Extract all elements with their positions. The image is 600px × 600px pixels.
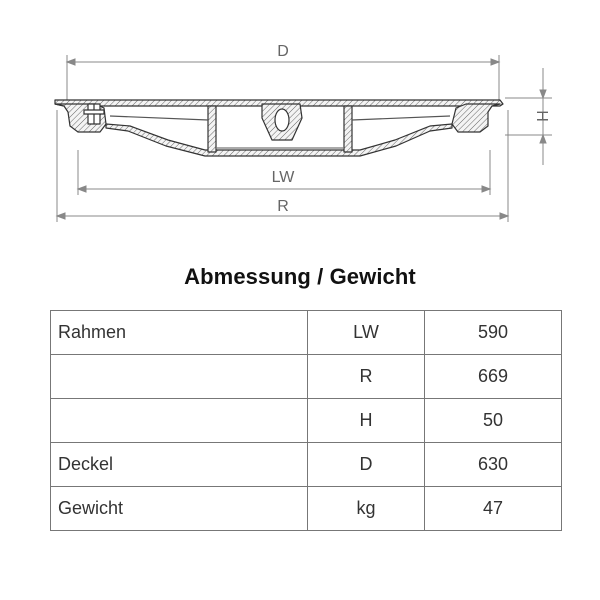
dimension-weight-table: [50, 310, 562, 531]
table-row: [51, 399, 562, 443]
row-key: kg: [308, 487, 425, 531]
dimension-label-d: D: [277, 43, 289, 60]
row-key: D: [308, 443, 425, 487]
row-key: R: [308, 355, 425, 399]
row-value: 590: [425, 311, 562, 355]
row-label: [51, 355, 308, 399]
table-row: [51, 443, 562, 487]
center-rib-left: [208, 106, 216, 152]
row-key: LW: [308, 311, 425, 355]
row-value: 669: [425, 355, 562, 399]
section-title: Abmessung / Gewicht: [184, 264, 416, 289]
row-value: 50: [425, 399, 562, 443]
cover-cross-section: [55, 100, 503, 156]
table-row: [51, 311, 562, 355]
technical-drawing: [0, 0, 600, 250]
row-label: Deckel: [51, 443, 308, 487]
dimension-label-h: H: [533, 110, 550, 122]
row-label: Gewicht: [51, 487, 308, 531]
dimension-line-lw: [78, 186, 490, 192]
dimension-label-lw: LW: [271, 169, 295, 186]
row-label: [51, 399, 308, 443]
dimension-label-r: R: [277, 198, 289, 215]
row-value: 630: [425, 443, 562, 487]
row-value: 47: [425, 487, 562, 531]
center-rib-right: [344, 106, 352, 152]
table-row: [51, 487, 562, 531]
extension-lines: [57, 55, 552, 222]
table-row: [51, 355, 562, 399]
lifting-hole: [275, 109, 289, 131]
row-label: Rahmen: [51, 311, 308, 355]
row-key: H: [308, 399, 425, 443]
right-frame-section: [452, 104, 500, 132]
